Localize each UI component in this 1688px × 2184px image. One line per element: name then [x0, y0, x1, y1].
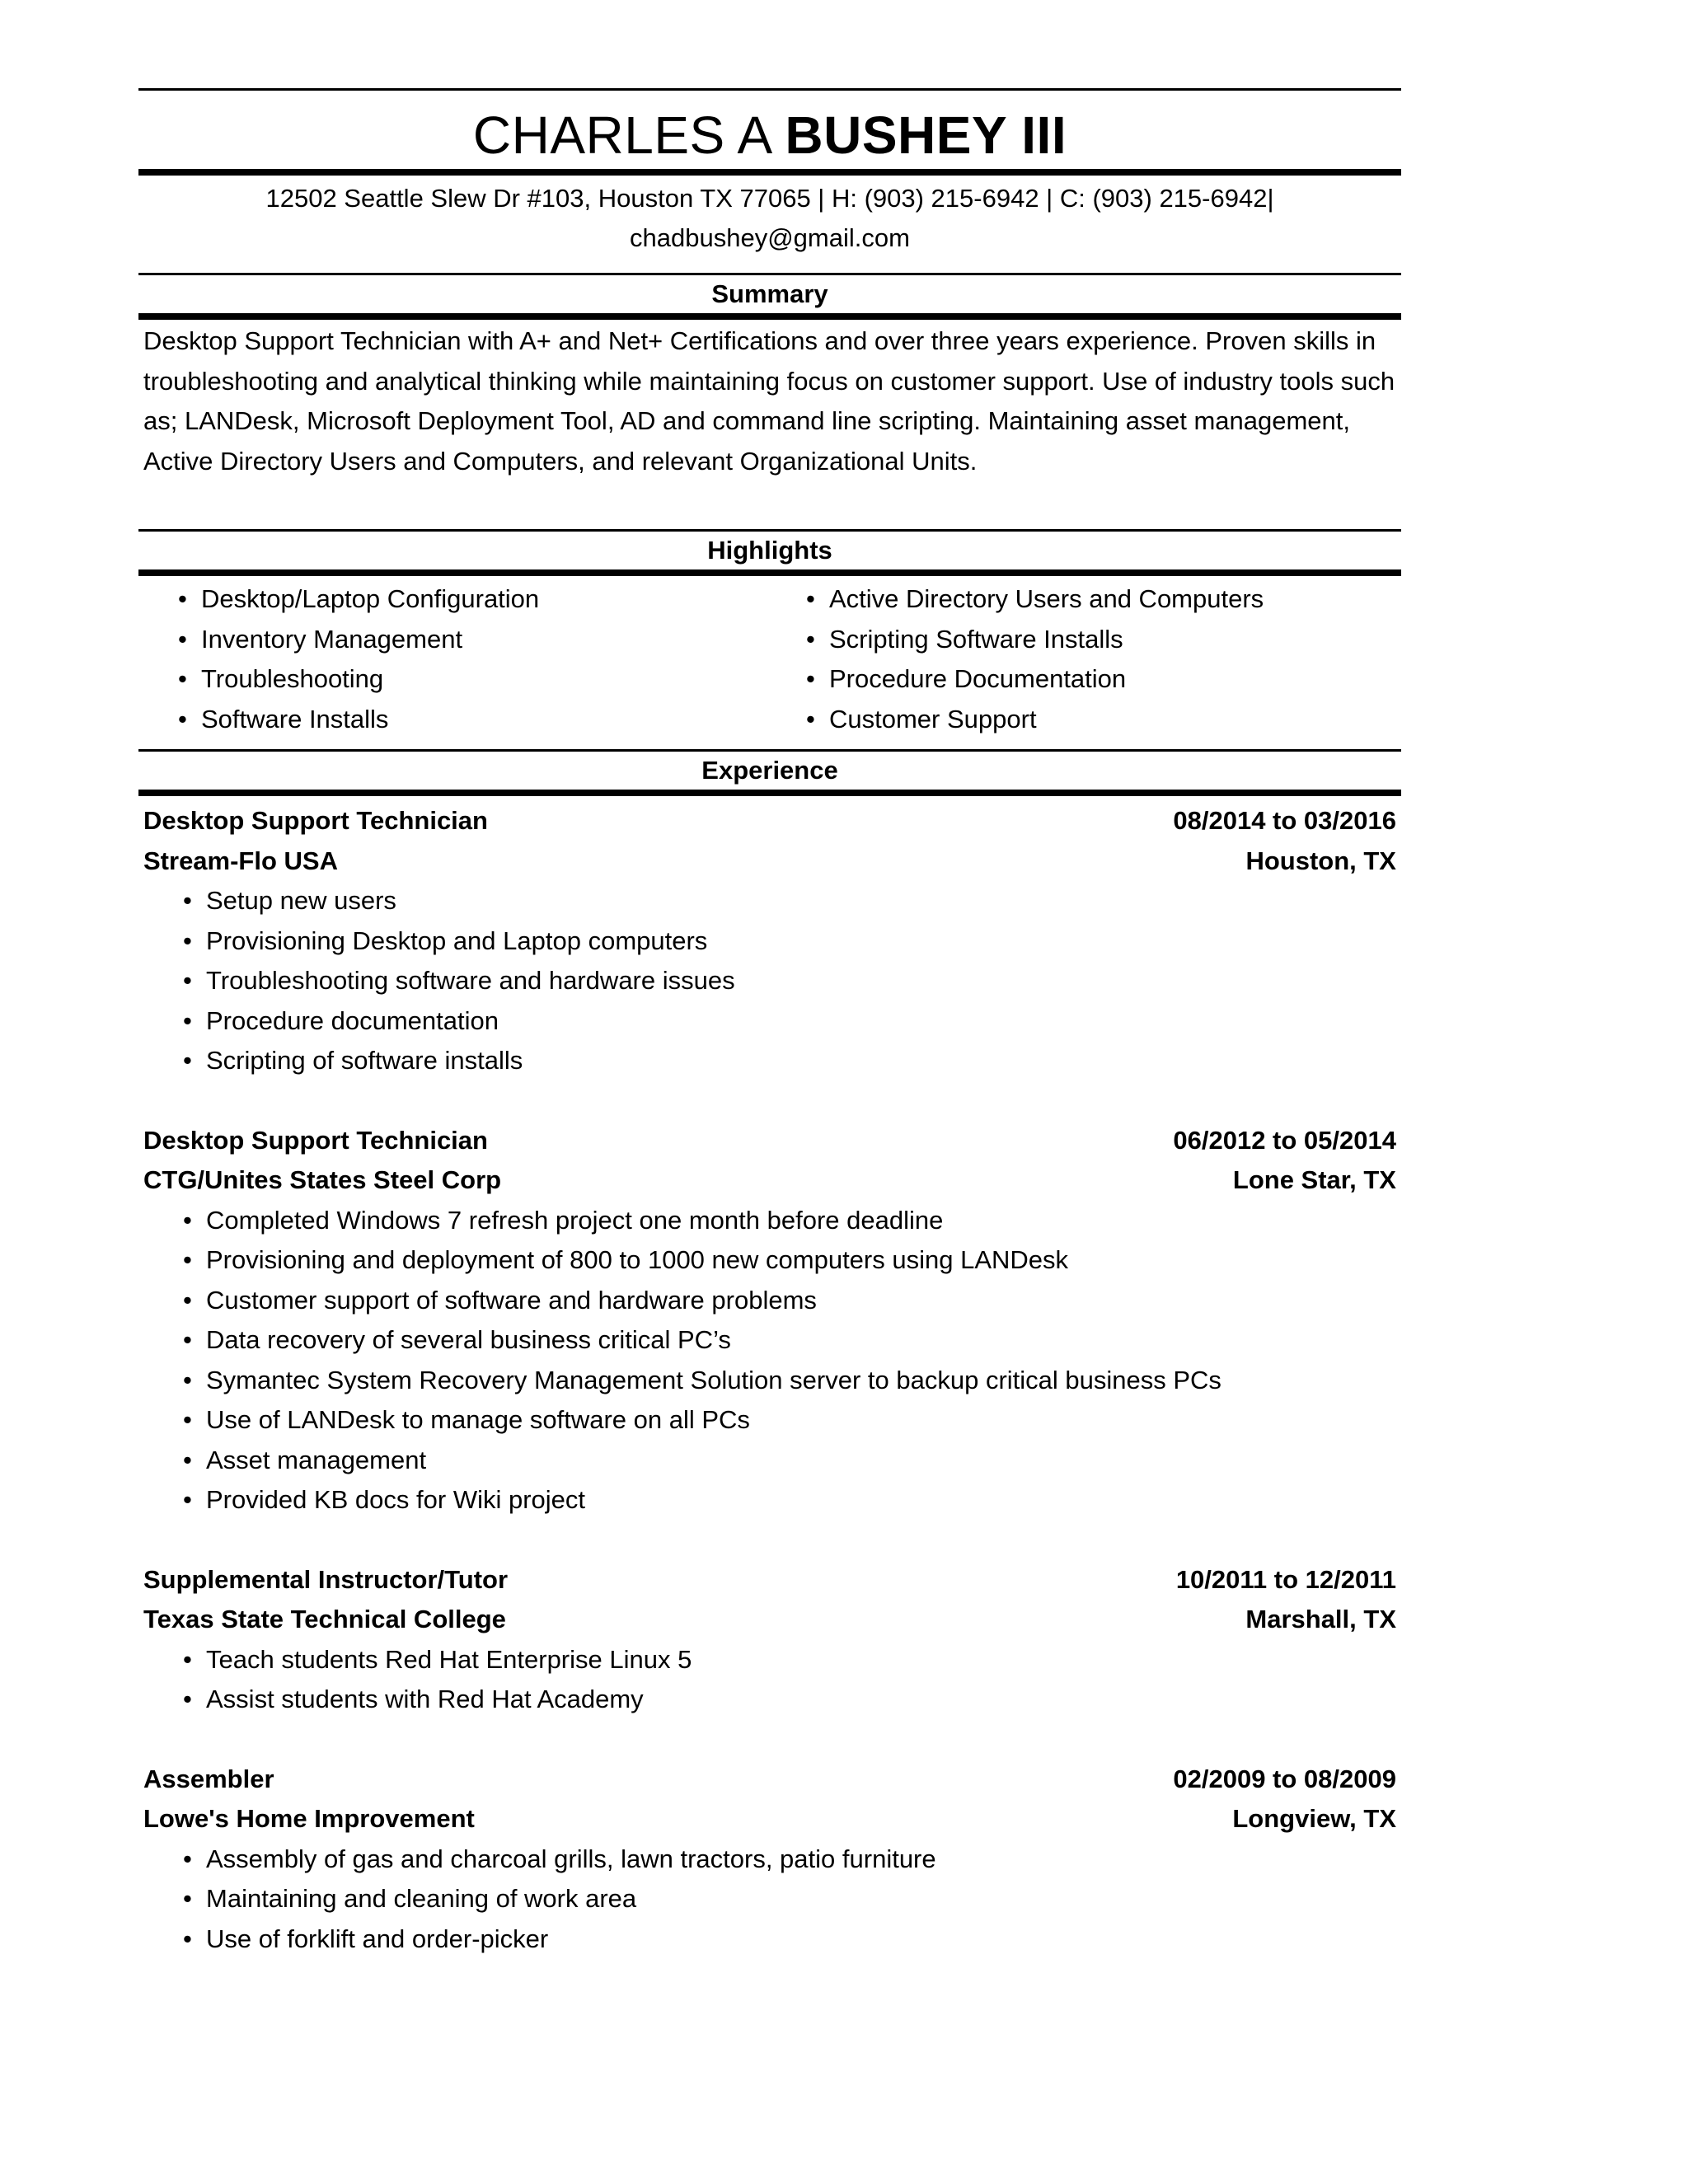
- job-company: Stream-Flo USA: [143, 846, 338, 875]
- list-item: • Procedure documentation: [183, 1001, 1396, 1042]
- list-item: • Procedure Documentation: [806, 659, 1401, 700]
- list-item: • Desktop/Laptop Configuration: [178, 579, 806, 620]
- highlights-bottom-rule: [138, 569, 1401, 576]
- job-title: Desktop Support Technician: [143, 1125, 488, 1155]
- job-title-row: [143, 801, 1396, 841]
- list-item: • Provided KB docs for Wiki project: [183, 1480, 1396, 1521]
- highlights-list: [138, 576, 1401, 749]
- job-company: CTG/Unites States Steel Corp: [143, 1165, 502, 1194]
- job-title: Desktop Support Technician: [143, 806, 488, 835]
- highlights-heading: Highlights: [707, 536, 832, 565]
- job-location: Marshall, TX: [1245, 1605, 1396, 1633]
- job-title-row: [143, 1121, 1396, 1161]
- job-duties: [143, 1640, 1396, 1720]
- job-location: Longview, TX: [1232, 1804, 1396, 1833]
- list-item: • Use of forklift and order-picker: [183, 1919, 1396, 1960]
- list-item: • Active Directory Users and Computers: [806, 579, 1401, 620]
- job-location: Houston, TX: [1245, 846, 1396, 875]
- experience-bottom-rule: [138, 790, 1401, 796]
- job-duties: [143, 881, 1396, 1081]
- candidate-name: [138, 91, 1401, 169]
- job-spacer: [138, 1521, 1401, 1560]
- list-item: • Setup new users: [183, 881, 1396, 921]
- job-spacer: [138, 1081, 1401, 1121]
- contact-email: chadbushey@gmail.com: [630, 223, 910, 252]
- list-item: • Teach students Red Hat Enterprise Linux 5: [183, 1640, 1396, 1680]
- job-duties: [143, 1201, 1396, 1521]
- summary-text: Desktop Support Technician with A+ and Net+ Certifications and over three years experience. Proven skills in troubleshooting and analytical thinking while maintaining focus on customer support. Use of industry tools such as; LANDesk, Microsoft Deployment Tool, AD and command line scripting. Maintaining asset management, Active Directory Users and Computers, and relevant Organizational Units.: [143, 326, 1395, 476]
- contact-address-phone: 12502 Seattle Slew Dr #103, Houston TX 77065 | H: (903) 215-6942 | C: (903) 215-6942|: [265, 184, 1274, 213]
- list-item: • Provisioning and deployment of 800 to 1000 new computers using LANDesk: [183, 1240, 1396, 1281]
- job-title: Assembler: [143, 1764, 274, 1793]
- list-item: • Customer Support: [806, 700, 1401, 740]
- job-spacer: [138, 1720, 1401, 1760]
- job-title-row: [143, 1760, 1396, 1800]
- contact-block: [138, 176, 1401, 273]
- highlights-right-column: [806, 579, 1401, 749]
- list-item: • Asset management: [183, 1441, 1396, 1481]
- list-item: • Assist students with Red Hat Academy: [183, 1680, 1396, 1720]
- list-item: • Maintaining and cleaning of work area: [183, 1879, 1396, 1919]
- job-company-row: [143, 841, 1396, 882]
- job-entry: [138, 1121, 1401, 1521]
- list-item: • Software Installs: [178, 700, 806, 740]
- list-item: • Data recovery of several business critical PC’s: [183, 1320, 1396, 1361]
- resume-page: [138, 0, 1401, 1959]
- list-item: • Inventory Management: [178, 620, 806, 660]
- job-title-row: [143, 1560, 1396, 1601]
- job-entry: [138, 1760, 1401, 1960]
- name-last: BUSHEY III: [785, 105, 1067, 165]
- job-title: Supplemental Instructor/Tutor: [143, 1564, 509, 1594]
- list-item: • Provisioning Desktop and Laptop computers: [183, 921, 1396, 962]
- highlights-left-column: [138, 579, 806, 749]
- summary-heading: Summary: [711, 279, 828, 308]
- list-item: • Assembly of gas and charcoal grills, lawn tractors, patio furniture: [183, 1840, 1396, 1880]
- name-first: CHARLES A: [472, 105, 771, 165]
- list-item: • Customer support of software and hardware problems: [183, 1281, 1396, 1321]
- experience-heading: Experience: [701, 756, 838, 785]
- job-entry: [138, 1560, 1401, 1720]
- job-company-row: [143, 1799, 1396, 1840]
- list-item: • Scripting Software Installs: [806, 620, 1401, 660]
- list-item: • Completed Windows 7 refresh project one month before deadline: [183, 1201, 1396, 1241]
- job-entry: [138, 801, 1401, 1081]
- list-item: • Symantec System Recovery Management Solution server to backup critical business PCs: [183, 1361, 1396, 1401]
- job-duties: [143, 1840, 1396, 1960]
- list-item: • Use of LANDesk to manage software on all PCs: [183, 1400, 1396, 1441]
- job-dates: 08/2014 to 03/2016: [1173, 806, 1396, 835]
- list-item: • Troubleshooting: [178, 659, 806, 700]
- job-location: Lone Star, TX: [1232, 1165, 1396, 1194]
- list-item: • Troubleshooting software and hardware issues: [183, 961, 1396, 1001]
- job-dates: 10/2011 to 12/2011: [1175, 1564, 1396, 1594]
- summary-bottom-rule: [138, 313, 1401, 320]
- job-company-row: [143, 1160, 1396, 1201]
- list-item: • Scripting of software installs: [183, 1041, 1396, 1081]
- job-company: Lowe's Home Improvement: [143, 1804, 475, 1833]
- job-dates: 02/2009 to 08/2009: [1173, 1764, 1396, 1793]
- job-company: Texas State Technical College: [143, 1605, 506, 1633]
- job-dates: 06/2012 to 05/2014: [1173, 1125, 1396, 1155]
- job-company-row: [143, 1600, 1396, 1640]
- experience-list: [138, 796, 1401, 1959]
